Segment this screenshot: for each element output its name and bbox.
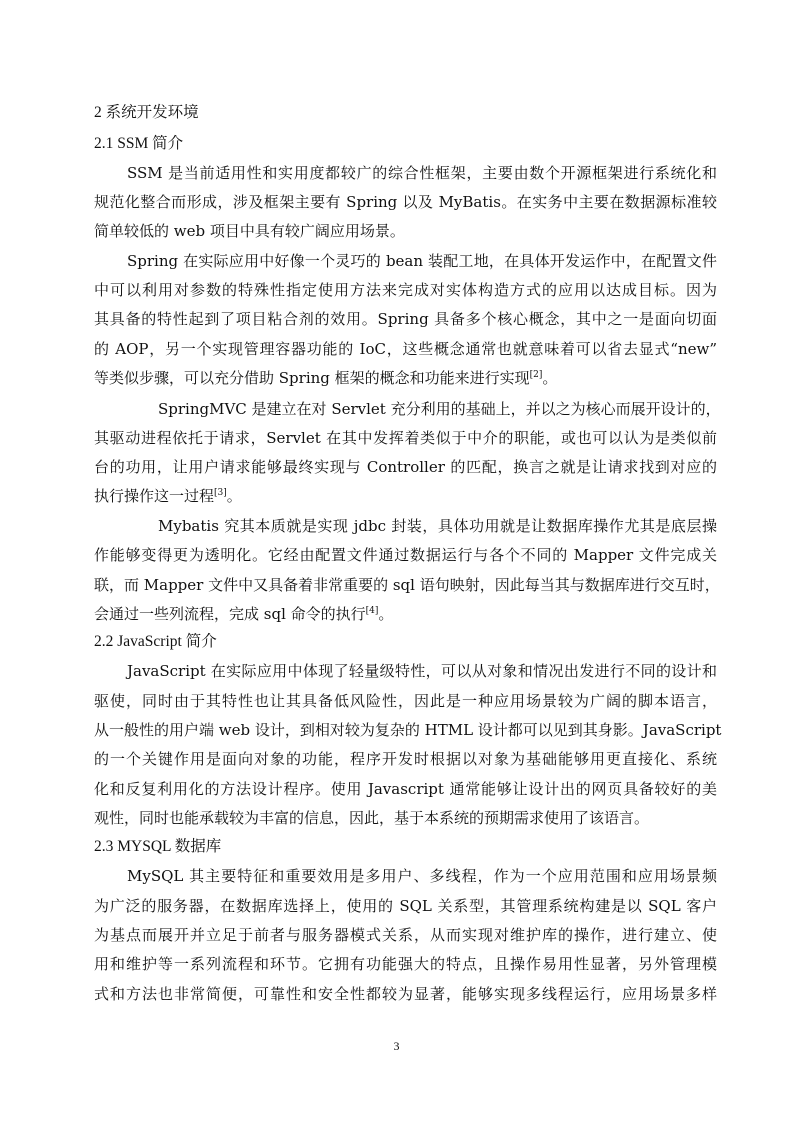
line-end: 。: [542, 369, 558, 387]
paragraph-line: 其驱动进程依托于请求，Servlet 在其中发挥着类似于中介的职能，或也可以认为是类似前: [94, 429, 717, 447]
citation-ref: [3]: [214, 488, 227, 498]
paragraph-line: 规范化整合而形成，涉及框架主要有 Spring 以及 MyBatis。在实务中主要在数据源标准较: [94, 193, 717, 211]
line-end: 。: [378, 605, 394, 623]
chapter-heading: 2 系统开发环境: [94, 104, 199, 121]
paragraph-line: 为广泛的服务器，在数据库选择上，使用的 SQL 关系型，其管理系统构建是以 SQL 客户: [94, 897, 717, 915]
paragraph-line: SSM 是当前适用性和实用度都较广的综合性框架，主要由数个开源框架进行系统化和: [127, 164, 717, 182]
paragraph-line: 联，而 Mapper 文件中又具备着非常重要的 sql 语句映射，因此每当其与数据库进行交互时，: [94, 576, 720, 594]
paragraph-line: 其具备的特性起到了项目粘合剂的效用。Spring 具备多个核心概念，其中之一是面向切面: [94, 310, 717, 328]
paragraph-line: 化和反复利用化的方法设计程序。使用 Javascript 通常能够让设计出的网页具备较好的美: [94, 780, 717, 798]
paragraph-line: 的一个关键作用是面向对象的功能，程序开发时根据以对象为基础能够用更直接化、系统: [94, 750, 717, 768]
page-number: 3: [393, 1039, 400, 1053]
paragraph-line: 为基点而展开并立足于前者与服务器模式关系，从而实现对维护库的操作，进行建立、使: [94, 926, 717, 944]
section-heading-javascript: 2.2 JavaScript 简介: [94, 633, 217, 650]
paragraph-line: MySQL 其主要特征和重要效用是多用户、多线程，作为一个应用范围和应用场景频: [127, 867, 717, 885]
section-heading-mysql: 2.3 MYSQL 数据库: [94, 838, 222, 855]
paragraph-line: 台的功用，让用户请求能够最终实现与 Controller 的匹配，换言之就是让请求找到对应的: [94, 458, 717, 476]
paragraph-line: 用和维护等一系列流程和环节。它拥有功能强大的特点，且操作易用性显著，另外管理模: [94, 955, 717, 973]
line-text: 执行操作这一过程: [94, 487, 215, 505]
citation-ref: [4]: [365, 606, 379, 616]
paragraph-line: Spring 在实际应用中好像一个灵巧的 bean 装配工地，在具体开发运作中，在配置文件: [127, 252, 717, 270]
section-heading-ssm: 2.1 SSM 简介: [94, 135, 184, 152]
paragraph-line: 作能够变得更为透明化。它经由配置文件通过数据运行与各个不同的 Mapper 文件完成关: [94, 546, 717, 564]
paragraph-line: JavaScript 在实际应用中体现了轻量级特性，可以从对象和情况出发进行不同的设计和: [127, 662, 717, 680]
paragraph-line: [94, 486, 717, 506]
paragraph-line: 简单较低的 web 项目中具有较广阔应用场景。: [94, 222, 405, 240]
paragraph-line: 驱使，同时由于其特性也让其具备低风险性，因此是一种应用场景较为广阔的脚本语言，: [94, 692, 717, 710]
line-end: 。: [226, 487, 242, 505]
paragraph-line: 的 AOP，另一个实现管理容器功能的 IoC，这些概念通常也就意味着可以省去显式“new”: [94, 340, 717, 358]
paragraph-line: Mybatis 究其本质就是实现 jdbc 封装，具体功用就是让数据库操作尤其是底层操: [158, 517, 717, 535]
paragraph-line: 式和方法也非常简便，可靠性和安全性都较为显著，能够实现多线程运行，应用场景多样: [94, 985, 717, 1003]
paragraph-line: SpringMVC 是建立在对 Servlet 充分利用的基础上，并以之为核心而展开设计的，: [158, 400, 721, 418]
paragraph-line: 从一般性的用户端 web 设计，到相对较为复杂的 HTML 设计都可以见到其身影。JavaScript: [94, 721, 722, 739]
paragraph-line: 观性，同时也能承载较为丰富的信息，因此，基于本系统的预期需求使用了该语言。: [94, 809, 650, 827]
line-text: 等类似步骤，可以充分借助 Spring 框架的概念和功能来进行实现: [94, 369, 530, 387]
paragraph-line: 中可以利用对参数的特殊性指定使用方法来完成对实体构造方式的应用以达成目标。因为: [94, 281, 717, 299]
line-text: 会通过一些列流程，完成 sql 命令的执行: [94, 605, 366, 623]
citation-ref: [2]: [529, 370, 543, 380]
paragraph-line: [94, 604, 717, 624]
paragraph-line: [94, 368, 717, 388]
